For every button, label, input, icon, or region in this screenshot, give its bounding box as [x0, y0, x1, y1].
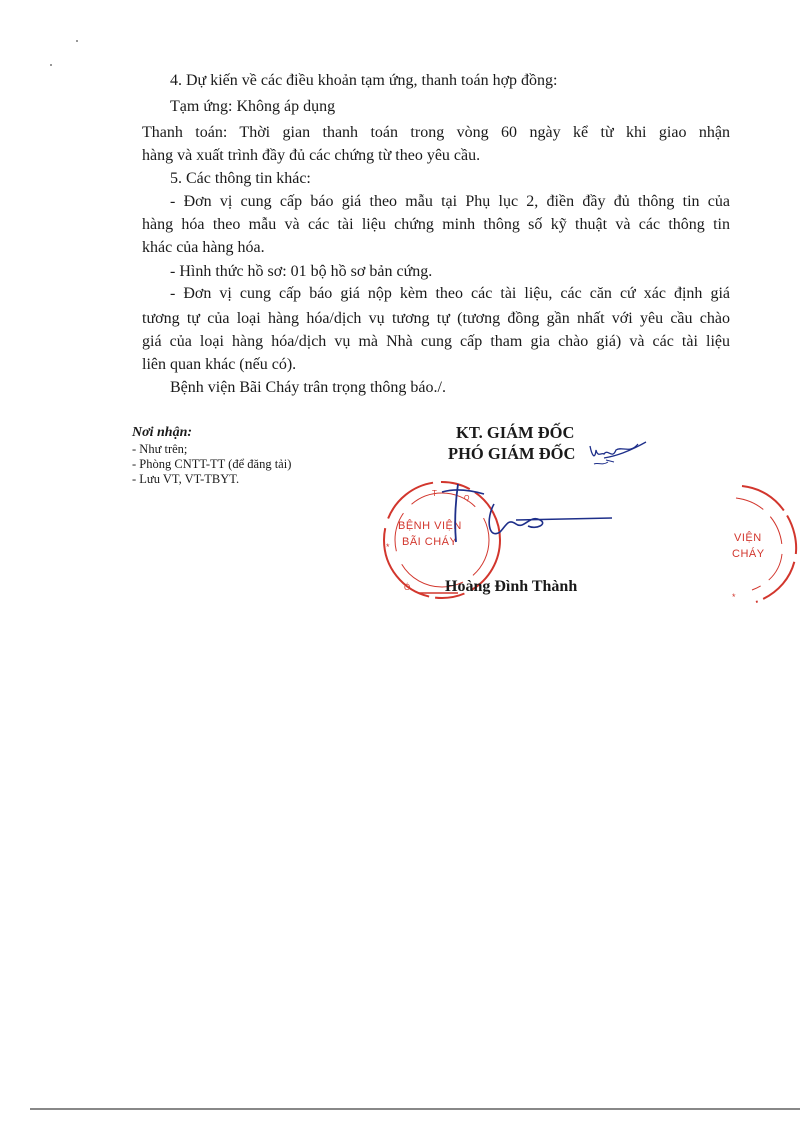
payment-text-line-1: Thanh toán: Thời gian thanh toán trong vòng 60 ngày kể từ khi giao nhận	[142, 124, 730, 141]
payment-text-line-2: hàng và xuất trình đầy đủ các chứng từ theo yêu cầu.	[142, 147, 481, 164]
partial-seal-text-line-1: VIỆN	[734, 532, 762, 544]
recipient-item: - Phòng CNTT-TT (để đăng tải)	[132, 457, 292, 471]
info-2-text: - Hình thức hồ sơ: 01 bộ hồ sơ bản cứng.	[170, 263, 433, 280]
recipients-heading: Nơi nhận:	[132, 425, 193, 440]
recipient-item: - Như trên;	[132, 442, 188, 456]
seal-text-line-2: BÃI CHÁY	[402, 536, 458, 548]
scan-speck	[50, 64, 52, 66]
info-3-line-4: liên quan khác (nếu có).	[142, 356, 297, 373]
svg-text:Q: Q	[464, 495, 470, 502]
info-3-line-1: - Đơn vị cung cấp báo giá nộp kèm theo các tài liệu, các căn cứ xác định giá	[170, 285, 730, 302]
svg-text:T: T	[432, 489, 437, 498]
initials-mark-icon	[586, 440, 656, 470]
svg-text:*: *	[386, 542, 390, 552]
handwritten-signature-icon	[436, 478, 616, 548]
info-3-line-2: tương tự của loại hàng hóa/dịch vụ tương tự (tương đồng gần nhất với yêu cầu chào	[142, 310, 730, 327]
scan-speck	[76, 40, 78, 42]
partial-seal-text-line-2: CHÁY	[732, 548, 765, 560]
closing-text: Bệnh viện Bãi Cháy trân trọng thông báo./.	[170, 379, 446, 396]
recipient-item: - Lưu VT, VT-TBYT.	[132, 472, 240, 486]
svg-text:Ó: Ó	[404, 583, 411, 592]
info-3-line-3: giá của loại hàng hóa/dịch vụ mà Nhà cung cấp tham gia chào giá) và các tài liệu	[142, 333, 730, 350]
section-5-title: 5. Các thông tin khác:	[170, 170, 311, 187]
recipients-block	[132, 425, 291, 487]
seal-edge-line-icon	[418, 590, 458, 596]
info-1-line-1: - Đơn vị cung cấp báo giá theo mẫu tại Phụ lục 2, điền đầy đủ thông tin của	[170, 193, 730, 210]
section-4-title: 4. Dự kiến về các điều khoản tạm ứng, thanh toán hợp đồng:	[170, 72, 558, 89]
page-bottom-edge	[30, 1108, 800, 1110]
signature-title-2: PHÓ GIÁM ĐỐC	[448, 444, 576, 463]
signer-name: Hoàng Đình Thành	[445, 578, 578, 595]
info-1-line-2: hàng hóa theo mẫu và các tài liệu chứng minh thông số kỹ thuật và các thông tin	[142, 216, 730, 233]
advance-payment-text: Tạm ứng: Không áp dụng	[170, 98, 336, 115]
signature-title-1: KT. GIÁM ĐỐC	[456, 423, 575, 442]
info-1-line-3: khác của hàng hóa.	[142, 239, 265, 256]
seal-text-line-1: BỆNH VIỆN	[398, 520, 462, 532]
svg-text:*: *	[732, 592, 736, 602]
